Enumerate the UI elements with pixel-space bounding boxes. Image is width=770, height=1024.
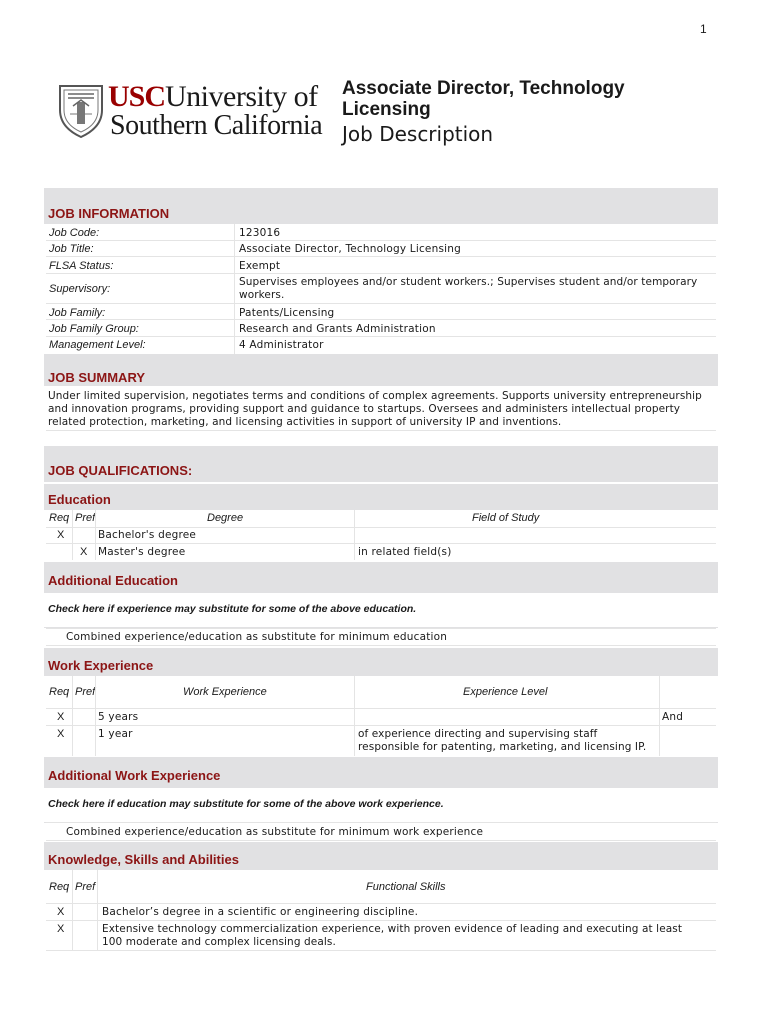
job-code-value: 123016 [239, 227, 281, 239]
work-row-1-years: 5 years [98, 711, 139, 723]
education-row-1-req: X [57, 529, 65, 541]
management-level-label: Management Level: [49, 339, 146, 351]
page-subtitle: Job Description [342, 122, 494, 146]
work-row-1-req: X [57, 711, 65, 723]
ksa-col-pref: Pref [75, 881, 96, 893]
additional-education-heading: Additional Education [48, 573, 178, 588]
logo-southern-california: Southern California [110, 110, 323, 141]
work-col-experience: Work Experience [183, 686, 267, 698]
ksa-col-skills: Functional Skills [366, 881, 446, 893]
education-col-pref: Pref [75, 512, 96, 524]
additional-education-substitute: Combined experience/education as substitute for minimum education [66, 631, 448, 643]
logo-university-of: University of [165, 80, 318, 113]
work-row-2-level: of experience directing and supervising staff responsible for patenting, marketing, and licensing IP. [358, 728, 647, 753]
supervisory-value: Supervises employees and/or student workers.; Supervises student and/or temporary workers. [239, 276, 698, 301]
additional-work-check-note: Check here if education may substitute for some of the above work experience. [48, 798, 444, 810]
ksa-row-2-req: X [57, 923, 65, 935]
job-qualifications-heading: JOB QUALIFICATIONS: [48, 463, 193, 478]
education-row-1-degree: Bachelor's degree [98, 529, 197, 541]
work-col-pref: Pref [75, 686, 96, 698]
flsa-status-label: FLSA Status: [49, 260, 114, 272]
education-col-field: Field of Study [472, 512, 540, 524]
logo-usc-wordmark [108, 82, 318, 112]
ksa-row-2-skill: Extensive technology commercialization experience, with proven evidence of leading and executing at least 100 moderate and complex licensing deals. [102, 923, 683, 948]
job-summary-band [44, 354, 718, 386]
job-family-group-label: Job Family Group: [49, 323, 139, 335]
additional-education-check-note: Check here if experience may substitute for some of the above education. [48, 603, 417, 615]
additional-work-experience-heading: Additional Work Experience [48, 768, 221, 783]
job-title-label: Job Title: [49, 243, 94, 255]
page-number: 1 [700, 22, 707, 36]
education-col-req: Req [49, 512, 70, 524]
job-family-group-value: Research and Grants Administration [239, 323, 436, 335]
additional-work-substitute: Combined experience/education as substitute for minimum work experience [66, 826, 484, 838]
work-col-req: Req [49, 686, 70, 698]
job-family-label: Job Family: [49, 307, 106, 319]
education-heading: Education [48, 492, 111, 507]
work-experience-heading: Work Experience [48, 658, 154, 673]
job-summary-heading: JOB SUMMARY [48, 370, 146, 385]
education-row-2-field: in related field(s) [358, 546, 452, 558]
job-title-value: Associate Director, Technology Licensing [239, 243, 461, 255]
usc-seal-icon [58, 84, 104, 138]
education-row-2-pref: X [80, 546, 88, 558]
work-row-2-req: X [57, 728, 65, 740]
job-information-heading: JOB INFORMATION [48, 206, 170, 221]
job-summary-text: Under limited supervision, negotiates terms and conditions of complex agreements. Supports university entrepreneurship and innovation programs, providing support and guidance to startups. Oversees and administers intellectual property related protection, marketing, and licensing activities in support of university IP and inventions. [48, 390, 702, 428]
page-title: Associate Director, Technology Licensing [342, 78, 625, 120]
job-family-value: Patents/Licensing [239, 307, 335, 319]
work-row-1-conjunction: And [662, 711, 684, 723]
education-col-degree: Degree [207, 512, 244, 524]
ksa-col-req: Req [49, 881, 70, 893]
logo-usc-text: USC [108, 80, 166, 113]
work-row-2-years: 1 year [98, 728, 133, 740]
education-row-2-degree: Master's degree [98, 546, 186, 558]
management-level-value: 4 Administrator [239, 339, 324, 351]
ksa-row-1-req: X [57, 906, 65, 918]
ksa-heading: Knowledge, Skills and Abilities [48, 852, 239, 867]
work-col-level: Experience Level [463, 686, 548, 698]
supervisory-label: Supervisory: [49, 283, 111, 295]
job-code-label: Job Code: [49, 227, 100, 239]
ksa-row-1-skill: Bachelor’s degree in a scientific or engineering discipline. [102, 906, 419, 918]
education-band [44, 484, 718, 510]
flsa-status-value: Exempt [239, 260, 281, 272]
